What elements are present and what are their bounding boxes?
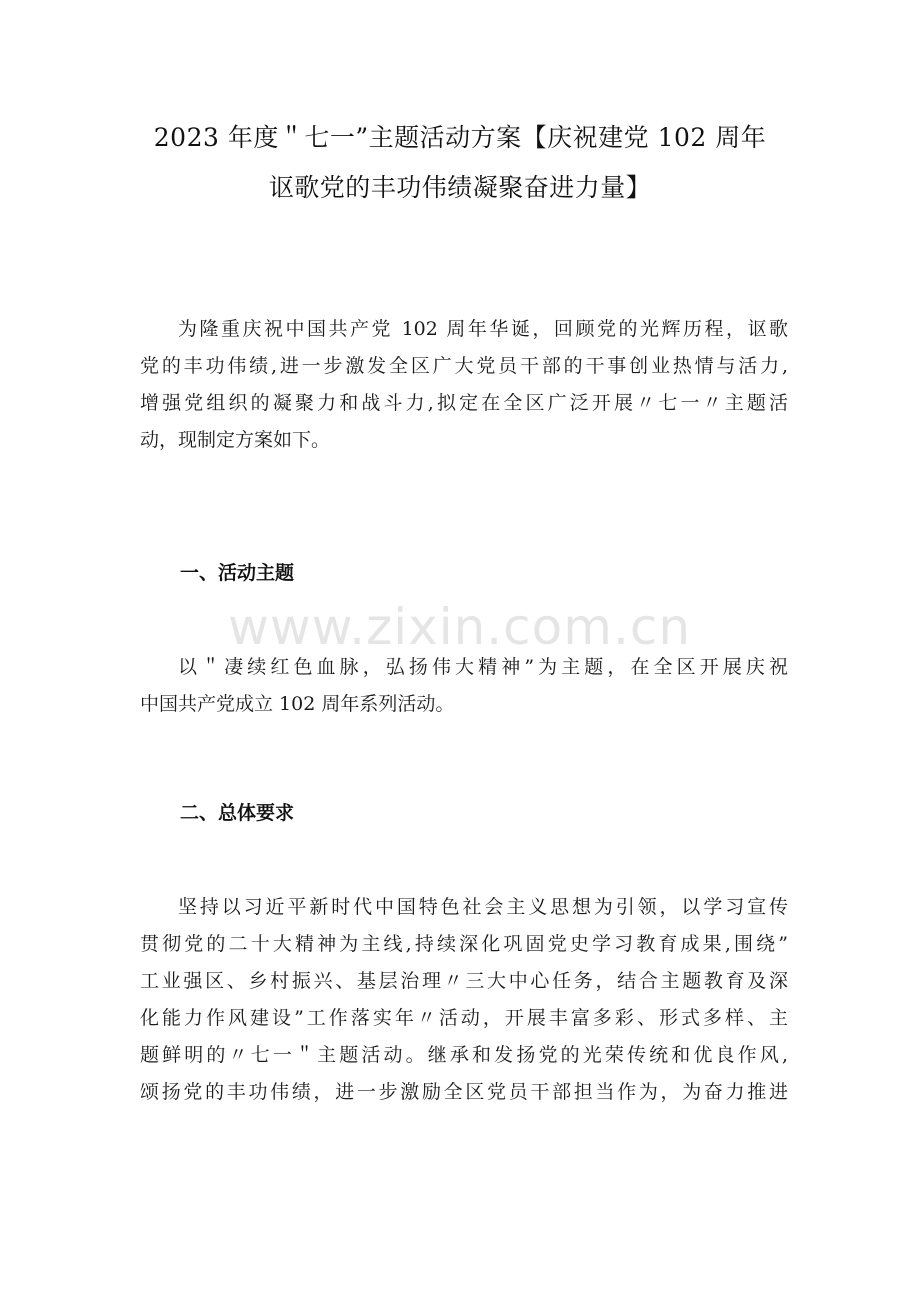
intro-paragraph bbox=[140, 311, 788, 459]
section-2-heading: 二、总体要求 bbox=[180, 802, 295, 824]
section-2-line-2: 贯彻党的二十大精神为主线,持续深化巩固党史学习教育成果,围绕” bbox=[140, 933, 788, 955]
section-1-line-2: 中国共产党成立 102 周年系列活动。 bbox=[140, 693, 455, 715]
section-2-line-5: 题鲜明的〃七一＂主题活动。继承和发扬党的光荣传统和优良作风, bbox=[140, 1044, 788, 1066]
intro-line-3: 增强党组织的凝聚力和战斗力,拟定在全区广泛开展〃七一〃主题活 bbox=[140, 392, 788, 414]
document-title-line-1: 2023 年度＂七一”主题活动方案【庆祝建党 102 周年 bbox=[153, 123, 767, 152]
section-1-heading: 一、活动主题 bbox=[180, 562, 295, 584]
section-1-paragraph bbox=[140, 649, 788, 723]
section-2-line-4: 化能力作风建设”工作落实年〃活动，开展丰富多彩、形式多样、主 bbox=[140, 1007, 788, 1029]
section-1-line-1: 以＂凄续红色血脉，弘扬伟大精神”为主题，在全区开展庆祝 bbox=[178, 656, 788, 678]
intro-line-2: 党的丰功伟绩,进一步激发全区广大党员干部的干事创业热情与活力, bbox=[140, 355, 788, 377]
intro-line-1: 为隆重庆祝中国共产党 102 周年华诞，回顾党的光辉历程，讴歌 bbox=[178, 318, 788, 340]
section-2-line-3: 工业强区、乡村振兴、基层治理〃三大中心任务，结合主题教育及深 bbox=[140, 970, 788, 992]
watermark: www.zixin.com.cn bbox=[228, 598, 692, 656]
section-2-line-1: 坚持以习近平新时代中国特色社会主义思想为引领，以学习宣传 bbox=[178, 896, 788, 918]
section-2-paragraph bbox=[140, 889, 788, 1111]
intro-line-4: 动，现制定方案如下。 bbox=[140, 429, 331, 451]
document-title-line-2: 讴歌党的丰功伟绩凝聚奋进力量】 bbox=[268, 173, 652, 202]
section-2-line-6: 颂扬党的丰功伟绩，进一步激励全区党员干部担当作为，为奋力推进 bbox=[140, 1081, 788, 1103]
